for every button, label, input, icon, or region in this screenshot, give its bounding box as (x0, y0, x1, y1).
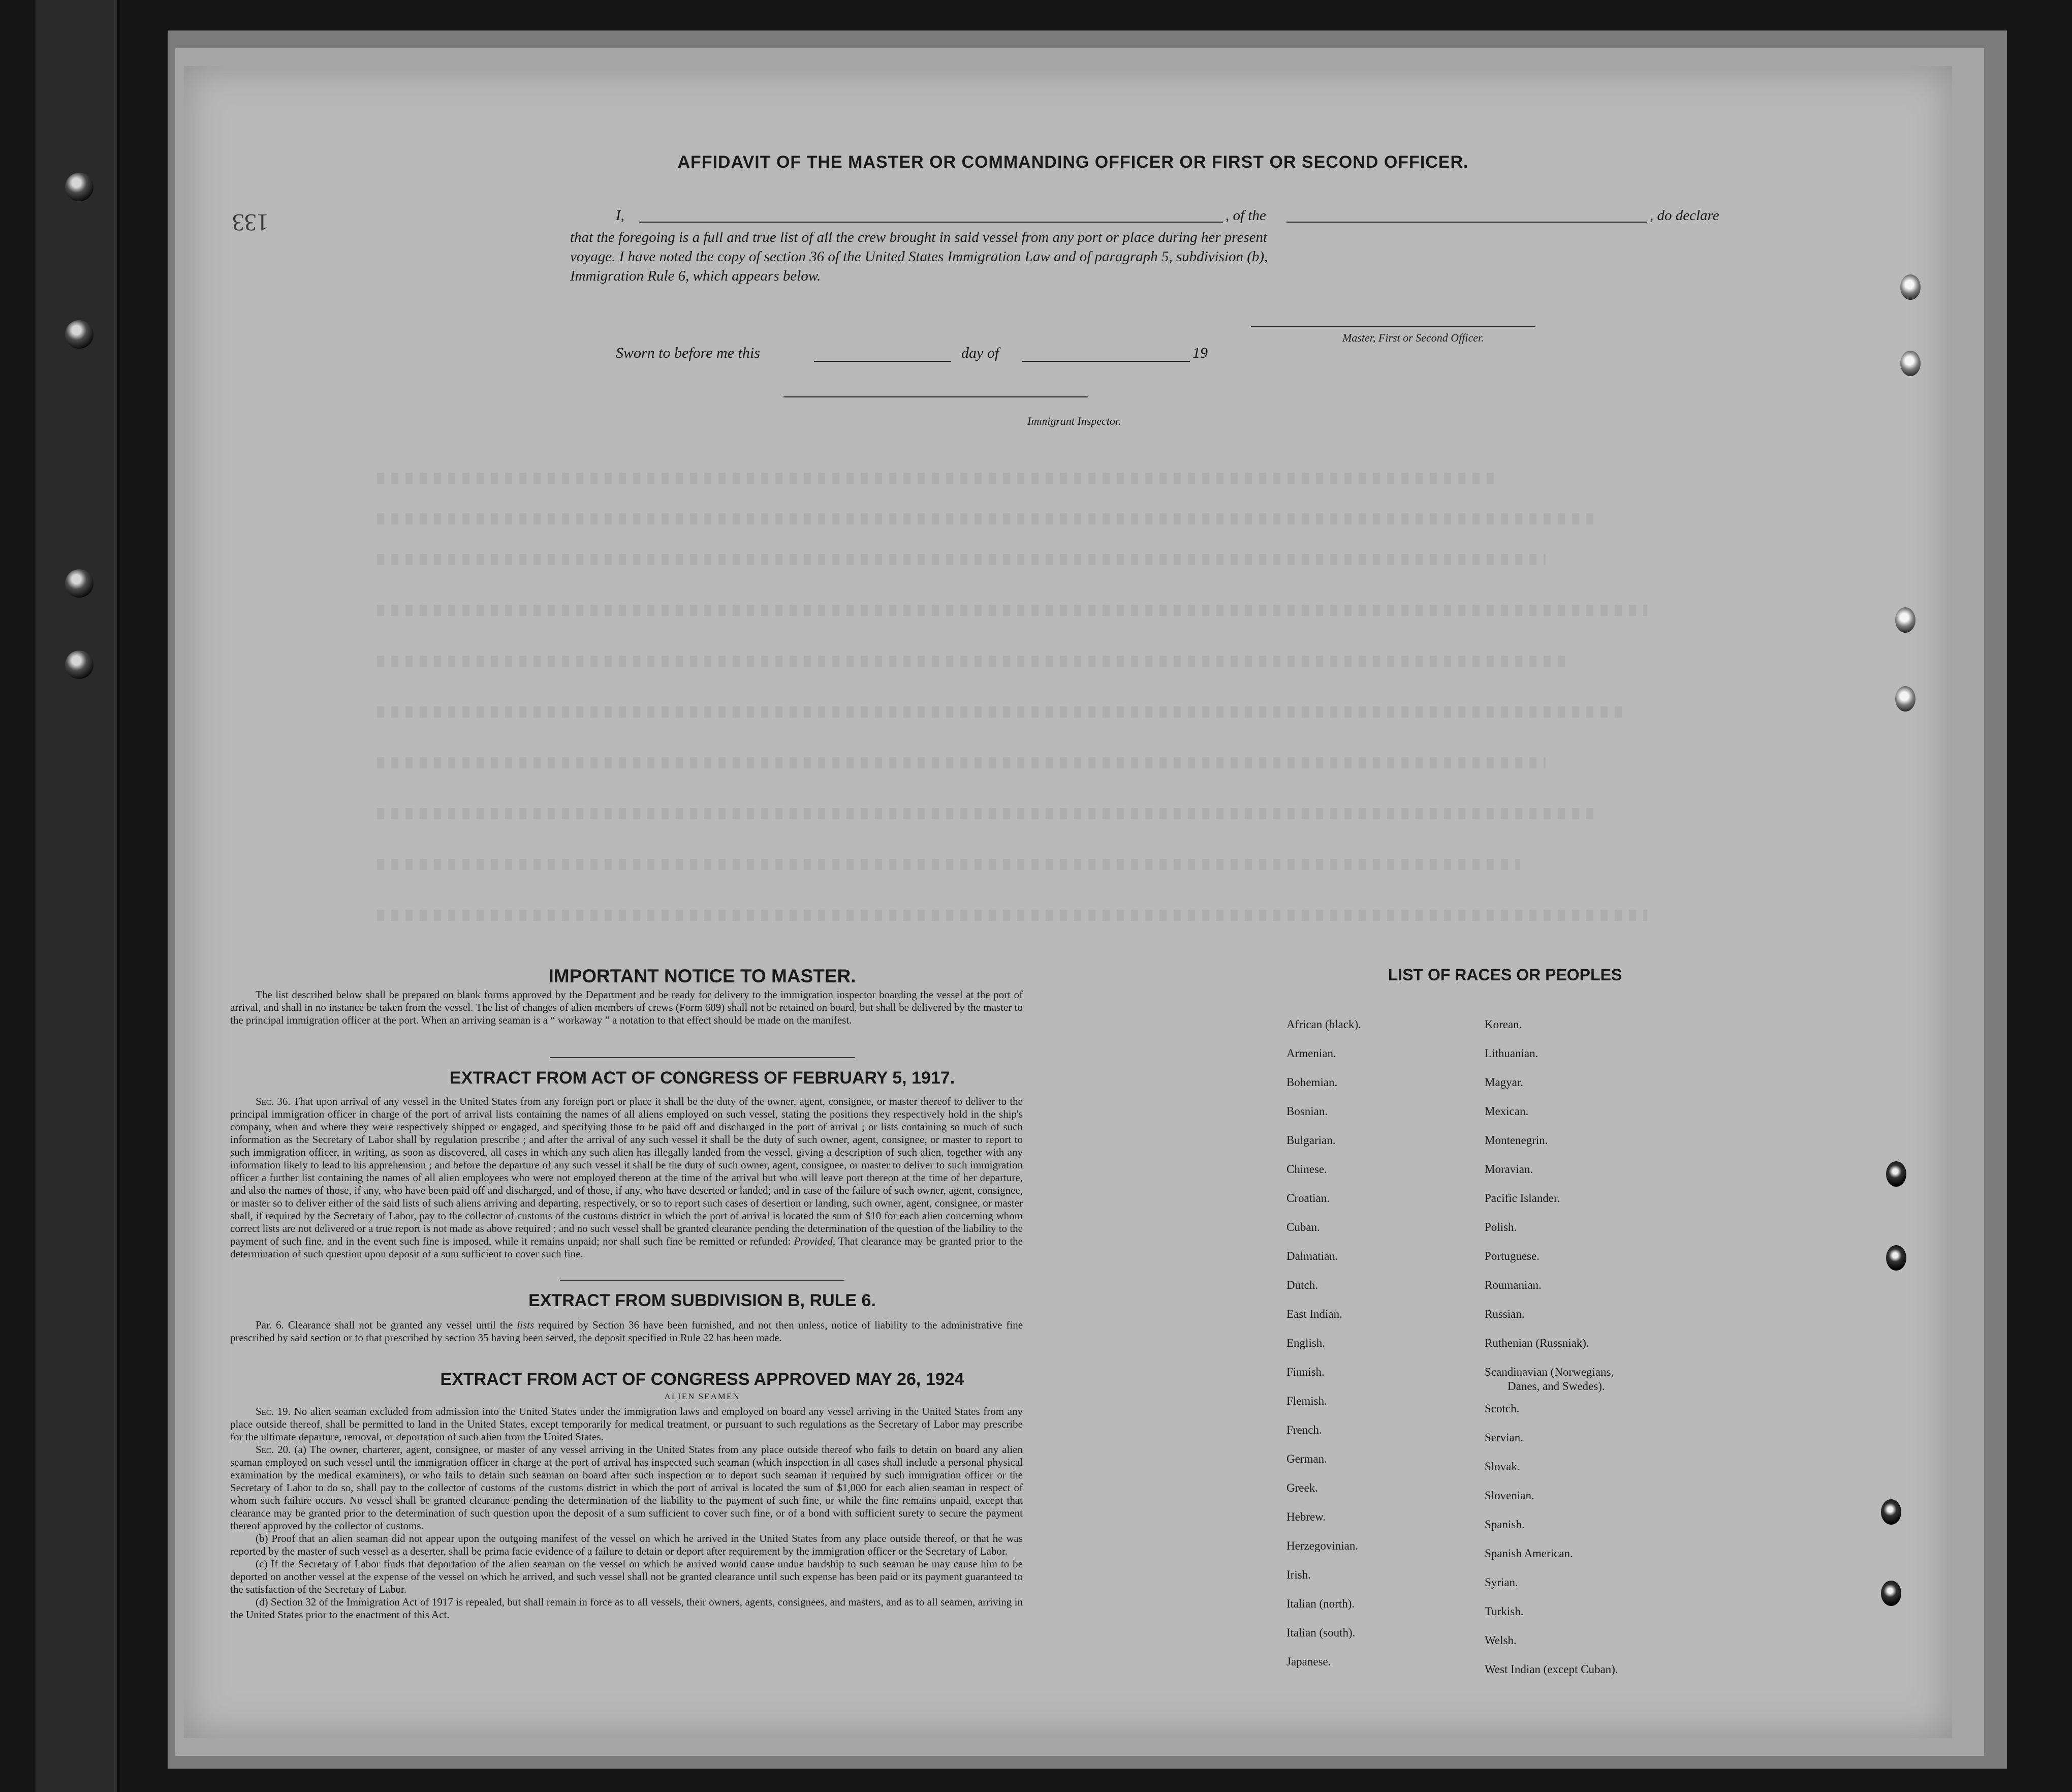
bleed-through-text (377, 513, 1596, 524)
sec-20d-text: (d) Section 32 of the Immigration Act of 1917 is repealed, but shall remain in force as to all vessels, their owners, agents, consignees, and masters, and as to all seamen, arriving in the United States prior to the enactment of this Act. (230, 1596, 1023, 1621)
binder-ring (65, 569, 93, 598)
section-divider (560, 1280, 844, 1281)
bleed-through-text (377, 910, 1647, 921)
races-list-title: LIST OF RACES OR PEOPLES (1388, 966, 1622, 984)
race-item: Greek. (1286, 1481, 1318, 1494)
extract-1924-text (230, 1405, 1023, 1621)
page-stamp-number: 133 (232, 209, 269, 236)
section-divider (550, 1057, 855, 1058)
par-6-text: Clearance shall not be granted any vessel until the (288, 1319, 513, 1331)
bleed-through-text (377, 808, 1596, 819)
race-item: Italian (north). (1286, 1597, 1355, 1610)
race-item: Chinese. (1286, 1163, 1327, 1176)
race-item: Servian. (1485, 1431, 1524, 1444)
day-of-label: day of (961, 345, 999, 361)
race-item: Slovenian. (1485, 1489, 1534, 1502)
sec-20-label: Sec. 20. (256, 1443, 291, 1456)
race-item: Russian. (1485, 1308, 1525, 1320)
notice-text: The list described below shall be prepared on blank forms approved by the Department and be ready for delivery to the immigration inspector boarding the vessel at the port of arrival, and shall in no instance be taken from the vessel. The list of changes of alien members of crews (Form 689) shall not be retained on board, but shall be delivered by the master to the principal immigration officer at the port. When an arriving seaman is a “ workaway ” a notation to that effect should be made on the manifest. (230, 988, 1023, 1026)
race-item-continuation: Danes, and Swedes). (1508, 1380, 1605, 1393)
punch-hole (1895, 607, 1916, 633)
do-declare-label: , do declare (1650, 207, 1719, 224)
race-item: Moravian. (1485, 1163, 1533, 1176)
sec-20b-text: (b) Proof that an alien seaman did not appear upon the outgoing manifest of the vessel on which he arrived in the United States from any place outside thereof, or that he was reported by the master of such vessel as a deserter, shall be prima facie evidence of a failure to detain or deport after requirement by the immigration officer or the Secretary of Labor. (230, 1532, 1023, 1557)
extract-1924-title: EXTRACT FROM ACT OF CONGRESS APPROVED MAY 26, 1924 (440, 1370, 964, 1389)
master-signature-caption: Master, First or Second Officer. (1342, 331, 1484, 344)
sec-20a-text: (a) The owner, charterer, agent, consignee, or master of any vessel arriving in the United States from any place outside thereof who fails to detain on board any alien seaman employed on such vessel until the immigration officer in charge at the port of arrival has inspected such seaman (which inspection in all cases shall include a personal physical examination by the medical examiners), or who fails to detain such seaman on board after such inspection or to deport such seaman if required by such immigration officer or the Secretary of Labor to do so, shall pay to the collector of customs of the customs district in which the port of arrival is located the sum of $1,000 for each alien seaman in respect of whom such failure occurs. No vessel shall be granted clearance pending the determination of the liability to the payment of such fine, or while the fine remains unpaid, except that clearance may be granted prior to the determination of such question upon the deposit of a sum sufficient to cover such fine, or of a bond with sufficient surety to secure the payment thereof approved by the collector of customs. (230, 1443, 1023, 1532)
punch-hole (1900, 351, 1921, 376)
sec-36-label: Sec. 36. (256, 1095, 291, 1107)
manifest-page (184, 66, 1952, 1738)
affidavit-i-label: I, (616, 207, 624, 224)
race-item: Croatian. (1286, 1192, 1330, 1204)
extract-1917-title: EXTRACT FROM ACT OF CONGRESS OF FEBRUARY 5, 1917. (449, 1068, 955, 1088)
alien-seamen-subtitle: ALIEN SEAMEN (664, 1392, 740, 1401)
binder-ring (65, 320, 93, 349)
master-signature-line (1251, 326, 1535, 327)
race-item: Syrian. (1485, 1576, 1518, 1589)
sworn-label: Sworn to before me this (616, 345, 760, 361)
race-item: Roumanian. (1485, 1279, 1542, 1291)
sec-19-text: No alien seaman excluded from admission into the United States under the immigration laws and employed on board any vessel arriving in the United States from any place outside thereof, shall be permitted to land in the United States, except temporarily for medical treatment, or pursuant to such regulations as the Secretary of Labor may prescribe for the ultimate departure, removal, or deportation of such alien from the United States. (230, 1405, 1023, 1443)
par-6-label: Par. 6. (256, 1319, 284, 1331)
race-item: Pacific Islander. (1485, 1192, 1560, 1204)
race-item: German. (1286, 1453, 1327, 1465)
bleed-through-text (377, 554, 1546, 565)
declaration-line: Immigration Rule 6, which appears below. (570, 268, 821, 284)
race-item: Korean. (1485, 1018, 1522, 1031)
par-6-text-end: required by Section 36 have been furnished, and not then unless, notice of liability to the administrative fine prescribed by said section or to that prescribed by section 35 having been served, the deposit specified in Rule 22 has been made. (230, 1319, 1023, 1344)
race-item: English. (1286, 1337, 1326, 1349)
race-item: Herzegovinian. (1286, 1539, 1359, 1552)
race-item: Bohemian. (1286, 1076, 1338, 1089)
declaration-line: voyage. I have noted the copy of section 36 of the United States Immigration Law and of paragraph 5, subdivision (b), (570, 249, 1268, 265)
race-item: Spanish. (1485, 1518, 1525, 1531)
declaration-text (570, 228, 1586, 286)
affidavit-title: AFFIDAVIT OF THE MASTER OR COMMANDING OFFICER OR FIRST OR SECOND OFFICER. (677, 152, 1469, 172)
bleed-through-text (377, 605, 1647, 616)
race-item: Dutch. (1286, 1279, 1318, 1291)
bleed-through-text (377, 859, 1520, 870)
punch-hole (1886, 1245, 1906, 1271)
race-item: Bosnian. (1286, 1105, 1328, 1118)
inspector-signature-caption: Immigrant Inspector. (1027, 415, 1121, 427)
day-blank-line (814, 361, 951, 362)
notice-paragraph (230, 988, 1023, 1027)
race-item: Spanish American. (1485, 1547, 1573, 1560)
name-blank-line (639, 222, 1223, 223)
binder-spine (36, 0, 120, 1792)
punch-hole (1881, 1581, 1901, 1606)
race-item: Scandinavian (Norwegians, (1485, 1366, 1614, 1378)
race-item: Turkish. (1485, 1605, 1524, 1618)
extract-rule6-text (230, 1319, 1023, 1344)
vessel-blank-line (1286, 222, 1647, 223)
notice-title: IMPORTANT NOTICE TO MASTER. (548, 966, 856, 986)
lists-label: lists (517, 1319, 535, 1331)
bleed-through-text (377, 757, 1546, 768)
race-item: Polish. (1485, 1221, 1517, 1233)
race-item: Finnish. (1286, 1366, 1325, 1378)
race-item: Welsh. (1485, 1634, 1517, 1647)
sec-36-text: That upon arrival of any vessel in the United States from any foreign port or place it shall be the duty of the owner, agent, consignee, or master thereof to deliver to the principal immigration officer in charge of the port of arrival lists containing the names of all aliens employed on such vessel, stating the positions they respectively hold in the ship's company, when and where they were respectively shipped or engaged, and specifying those to be paid off and discharged in the port of arrival ; or lists containing so much of such information as the Secretary of Labor shall by regulation prescribe ; and after the arrival of any such vessel it shall be the duty of such owner, agent, consignee, or master to report to such immigration officer, in writing, as soon as discovered, all cases in which any such alien has illegally landed from the vessel, giving a description of such alien, together with any information likely to lead to his apprehension ; and before the departure of any such vessel it shall be the duty of such owner, agent, consignee, or master to deliver to such immigration officer a further list containing the names of all alien employees who were not employed thereon at the time of the arrival but who will leave port thereon at the time of her departure, and also the names of those, if any, who have been paid off and discharged, and of those, if any, who have deserted or landed; and in case of the failure of such owner, agent, consignee, or master so to deliver either of the said lists of such aliens arriving and departing, respectively, or so to report such cases of desertion or landing, such owner, agent, consignee, or master shall, if required by the Secretary of Labor, pay to the collector of customs of the customs district in which the port of arrival is located the sum of $10 for each alien concerning whom correct lists are not delivered or a true report is not made as above required ; and no such vessel shall be granted clearance pending the determination of the question of the liability to the payment of such fine, and in the event such fine is imposed, while it remains unpaid; nor shall such fine be remitted or refunded: (230, 1095, 1023, 1247)
sec-19-label: Sec. 19. (256, 1405, 291, 1417)
race-item: Magyar. (1485, 1076, 1524, 1089)
race-item: Japanese. (1286, 1655, 1331, 1668)
provided-label: Provided, (794, 1235, 835, 1247)
race-item: Portuguese. (1485, 1250, 1540, 1262)
race-item: Cuban. (1286, 1221, 1320, 1233)
race-item: Scotch. (1485, 1402, 1520, 1415)
race-item: Montenegrin. (1485, 1134, 1548, 1147)
declaration-line: that the foregoing is a full and true list of all the crew brought in said vessel from any port or place during her present (570, 229, 1268, 245)
bleed-through-text (377, 706, 1622, 718)
race-item: French. (1286, 1424, 1322, 1436)
race-item: Mexican. (1485, 1105, 1529, 1118)
binder-ring (65, 173, 93, 201)
race-item: Irish. (1286, 1568, 1311, 1581)
race-item: Slovak. (1485, 1460, 1520, 1473)
race-item: West Indian (except Cuban). (1485, 1663, 1618, 1676)
race-item: Italian (south). (1286, 1626, 1356, 1639)
year-prefix: 19 (1192, 345, 1208, 361)
punch-hole (1881, 1499, 1901, 1525)
sec-20c-text: (c) If the Secretary of Labor finds that deportation of the alien seaman on the vessel on which he arrived would cause undue hardship to such seaman he may cause him to be deported on another vessel at the expense of the vessel on which he arrived, and such vessel shall not be granted clearance until such expense has been paid or its payment guaranteed to the satisfaction of the Secretary of Labor. (230, 1558, 1023, 1595)
race-item: East Indian. (1286, 1308, 1342, 1320)
bleed-through-text (377, 656, 1571, 667)
race-item: Hebrew. (1286, 1510, 1326, 1523)
extract-1917-text (230, 1095, 1023, 1260)
race-item: Lithuanian. (1485, 1047, 1539, 1060)
race-item: Armenian. (1286, 1047, 1336, 1060)
bleed-through-text (377, 473, 1495, 484)
binder-ring (65, 651, 93, 679)
punch-hole (1895, 686, 1916, 712)
month-blank-line (1022, 361, 1190, 362)
of-the-label: , of the (1226, 207, 1266, 224)
punch-hole (1900, 274, 1921, 300)
race-item: Bulgarian. (1286, 1134, 1336, 1147)
race-item: Ruthenian (Russniak). (1485, 1337, 1589, 1349)
inspector-signature-line (783, 396, 1088, 397)
sec-36-text-end: That clearance may be granted prior to the determination of such question upon deposit of a sum sufficient to cover such fine. (230, 1235, 1023, 1260)
race-item: Dalmatian. (1286, 1250, 1338, 1262)
extract-rule6-title: EXTRACT FROM SUBDIVISION B, RULE 6. (528, 1291, 876, 1310)
race-item: African (black). (1286, 1018, 1361, 1031)
race-item: Flemish. (1286, 1395, 1327, 1407)
punch-hole (1886, 1161, 1906, 1187)
